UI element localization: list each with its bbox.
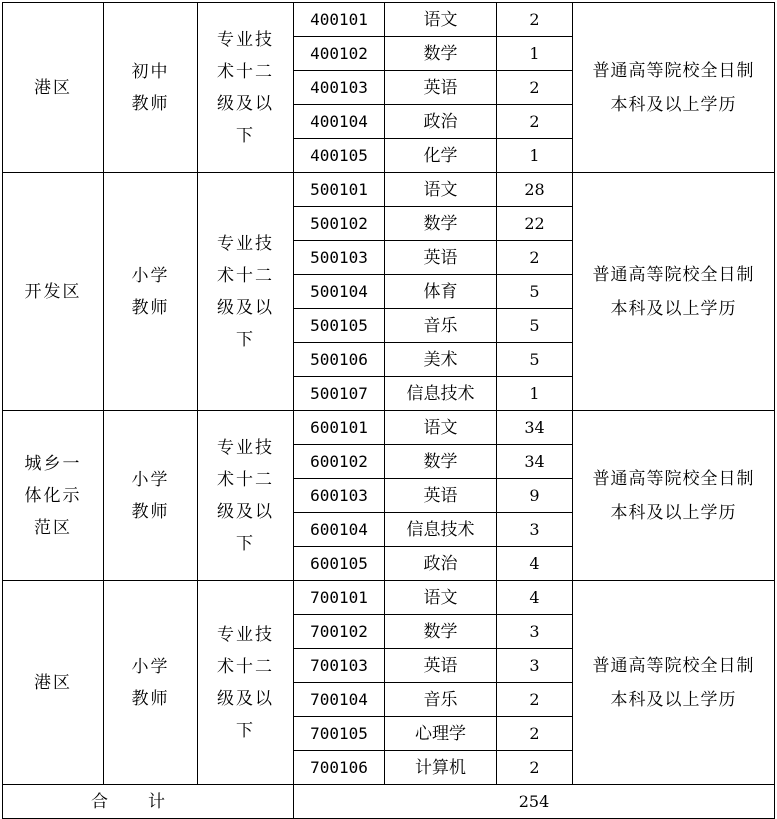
education-requirement-cell bbox=[573, 581, 775, 785]
table-body bbox=[3, 3, 775, 785]
position-code-cell: 500105 bbox=[294, 309, 385, 343]
region-cell-text: 开发区 bbox=[24, 281, 82, 302]
title-level-cell-text: 专业技术十二级及以下 bbox=[217, 624, 274, 741]
headcount-cell: 1 bbox=[497, 139, 573, 173]
position-code-cell: 400101 bbox=[294, 3, 385, 37]
position-code-cell: 400105 bbox=[294, 139, 385, 173]
table-row bbox=[3, 411, 775, 445]
region-cell bbox=[3, 411, 104, 581]
education-requirement-text: 普通高等院校全日制本科及以上学历 bbox=[592, 60, 755, 115]
position-code-cell: 700103 bbox=[294, 649, 385, 683]
table-row bbox=[3, 581, 775, 615]
headcount-cell: 2 bbox=[497, 71, 573, 105]
subject-cell: 语文 bbox=[385, 581, 497, 615]
subject-cell: 英语 bbox=[385, 479, 497, 513]
position-code-cell: 700102 bbox=[294, 615, 385, 649]
position-cell bbox=[104, 581, 198, 785]
subject-cell: 政治 bbox=[385, 547, 497, 581]
headcount-cell: 3 bbox=[497, 649, 573, 683]
subject-cell: 化学 bbox=[385, 139, 497, 173]
headcount-cell: 2 bbox=[497, 751, 573, 785]
education-requirement-cell bbox=[573, 411, 775, 581]
position-code-cell: 400102 bbox=[294, 37, 385, 71]
table-row bbox=[3, 3, 775, 37]
subject-cell: 语文 bbox=[385, 173, 497, 207]
subject-cell: 数学 bbox=[385, 615, 497, 649]
position-cell bbox=[104, 411, 198, 581]
position-code-cell: 500103 bbox=[294, 241, 385, 275]
position-code-cell: 500104 bbox=[294, 275, 385, 309]
headcount-cell: 2 bbox=[497, 241, 573, 275]
headcount-cell: 4 bbox=[497, 581, 573, 615]
subject-cell: 计算机 bbox=[385, 751, 497, 785]
headcount-cell: 34 bbox=[497, 445, 573, 479]
headcount-cell: 3 bbox=[497, 615, 573, 649]
headcount-cell: 28 bbox=[497, 173, 573, 207]
headcount-cell: 2 bbox=[497, 717, 573, 751]
subject-cell: 数学 bbox=[385, 207, 497, 241]
position-code-cell: 700101 bbox=[294, 581, 385, 615]
education-requirement-cell bbox=[573, 173, 775, 411]
position-cell bbox=[104, 173, 198, 411]
position-cell-text: 初中教师 bbox=[131, 61, 170, 114]
total-label: 合计 bbox=[3, 785, 294, 819]
headcount-cell: 5 bbox=[497, 343, 573, 377]
headcount-cell: 1 bbox=[497, 37, 573, 71]
position-code-cell: 500101 bbox=[294, 173, 385, 207]
position-code-cell: 400104 bbox=[294, 105, 385, 139]
table-row bbox=[3, 173, 775, 207]
headcount-cell: 2 bbox=[497, 3, 573, 37]
headcount-cell: 9 bbox=[497, 479, 573, 513]
headcount-cell: 1 bbox=[497, 377, 573, 411]
region-cell-text: 港区 bbox=[34, 77, 72, 98]
subject-cell: 数学 bbox=[385, 445, 497, 479]
subject-cell: 心理学 bbox=[385, 717, 497, 751]
headcount-cell: 22 bbox=[497, 207, 573, 241]
total-row bbox=[3, 785, 775, 819]
position-code-cell: 500106 bbox=[294, 343, 385, 377]
education-requirement-cell bbox=[573, 3, 775, 173]
total-value: 254 bbox=[294, 785, 775, 819]
position-code-cell: 600102 bbox=[294, 445, 385, 479]
recruitment-table bbox=[2, 2, 775, 819]
subject-cell: 体育 bbox=[385, 275, 497, 309]
subject-cell: 语文 bbox=[385, 411, 497, 445]
position-cell-text: 小学教师 bbox=[131, 265, 170, 318]
subject-cell: 信息技术 bbox=[385, 377, 497, 411]
education-requirement-text: 普通高等院校全日制本科及以上学历 bbox=[592, 655, 755, 710]
education-requirement-text: 普通高等院校全日制本科及以上学历 bbox=[592, 468, 755, 523]
headcount-cell: 4 bbox=[497, 547, 573, 581]
headcount-cell: 3 bbox=[497, 513, 573, 547]
position-code-cell: 400103 bbox=[294, 71, 385, 105]
subject-cell: 美术 bbox=[385, 343, 497, 377]
title-level-cell-text: 专业技术十二级及以下 bbox=[217, 29, 274, 146]
subject-cell: 语文 bbox=[385, 3, 497, 37]
subject-cell: 政治 bbox=[385, 105, 497, 139]
region-cell-text: 港区 bbox=[34, 672, 72, 693]
subject-cell: 信息技术 bbox=[385, 513, 497, 547]
position-code-cell: 700105 bbox=[294, 717, 385, 751]
title-level-cell bbox=[198, 581, 294, 785]
position-code-cell: 700106 bbox=[294, 751, 385, 785]
region-cell bbox=[3, 3, 104, 173]
title-level-cell-text: 专业技术十二级及以下 bbox=[217, 437, 274, 554]
position-cell bbox=[104, 3, 198, 173]
headcount-cell: 34 bbox=[497, 411, 573, 445]
subject-cell: 英语 bbox=[385, 241, 497, 275]
subject-cell: 音乐 bbox=[385, 309, 497, 343]
position-code-cell: 500107 bbox=[294, 377, 385, 411]
headcount-cell: 2 bbox=[497, 683, 573, 717]
region-cell bbox=[3, 173, 104, 411]
region-cell-text: 城乡一体化示范区 bbox=[24, 453, 82, 538]
subject-cell: 数学 bbox=[385, 37, 497, 71]
subject-cell: 音乐 bbox=[385, 683, 497, 717]
subject-cell: 英语 bbox=[385, 649, 497, 683]
position-code-cell: 600104 bbox=[294, 513, 385, 547]
position-code-cell: 700104 bbox=[294, 683, 385, 717]
headcount-cell: 2 bbox=[497, 105, 573, 139]
title-level-cell-text: 专业技术十二级及以下 bbox=[217, 233, 274, 350]
position-code-cell: 600105 bbox=[294, 547, 385, 581]
headcount-cell: 5 bbox=[497, 275, 573, 309]
subject-cell: 英语 bbox=[385, 71, 497, 105]
headcount-cell: 5 bbox=[497, 309, 573, 343]
position-code-cell: 600101 bbox=[294, 411, 385, 445]
position-code-cell: 500102 bbox=[294, 207, 385, 241]
position-cell-text: 小学教师 bbox=[131, 656, 170, 709]
title-level-cell bbox=[198, 173, 294, 411]
title-level-cell bbox=[198, 3, 294, 173]
education-requirement-text: 普通高等院校全日制本科及以上学历 bbox=[592, 264, 755, 319]
region-cell bbox=[3, 581, 104, 785]
position-code-cell: 600103 bbox=[294, 479, 385, 513]
position-cell-text: 小学教师 bbox=[131, 469, 170, 522]
title-level-cell bbox=[198, 411, 294, 581]
